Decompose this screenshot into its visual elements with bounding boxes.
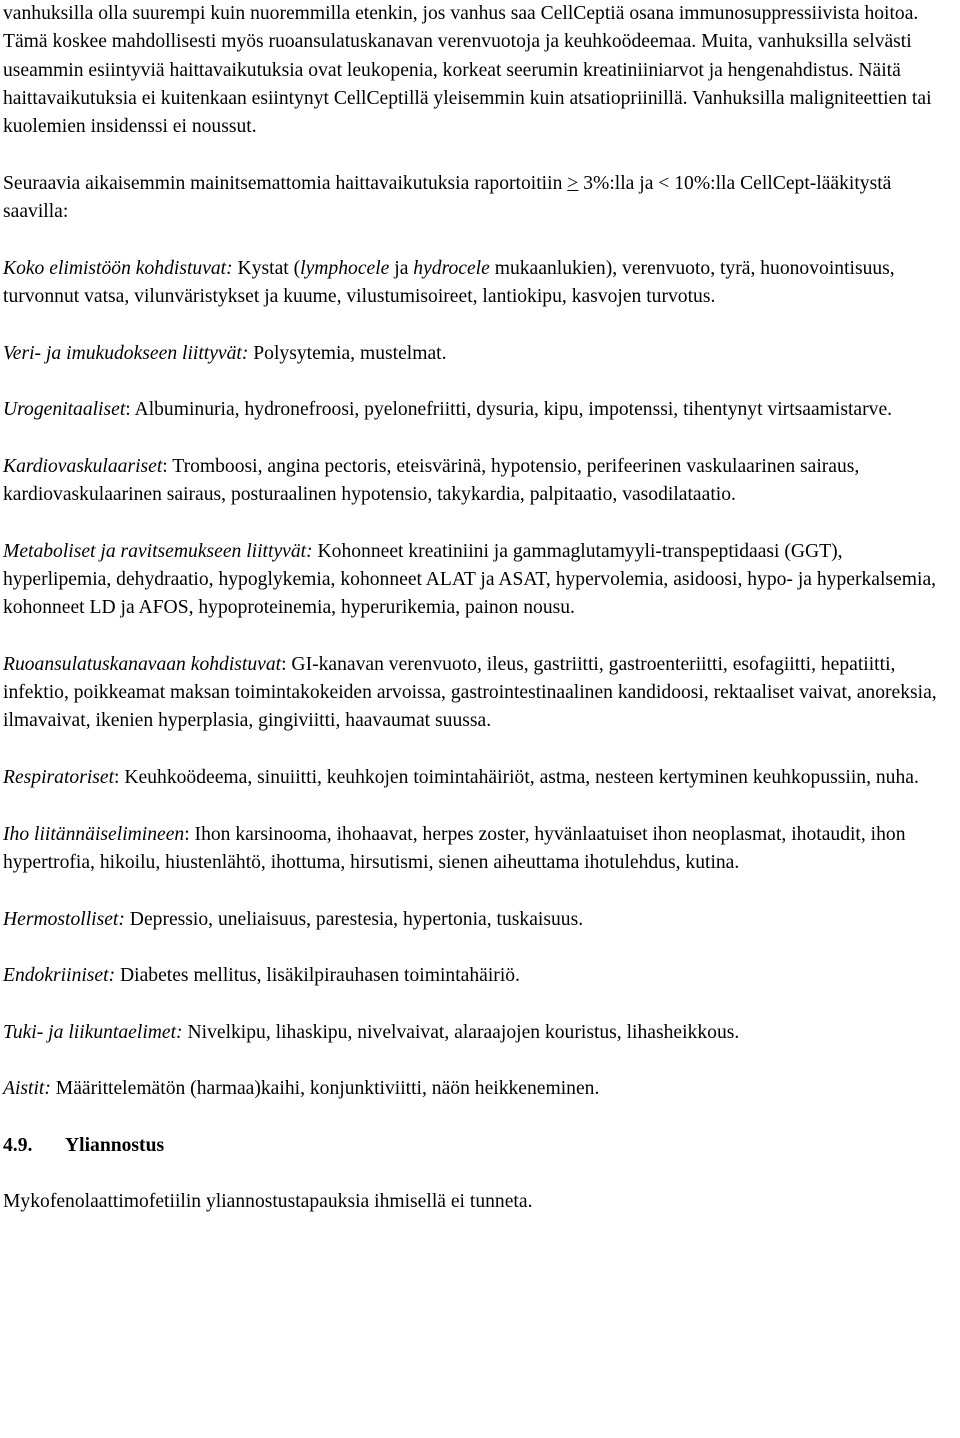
section-veri-label: Veri- ja imukudokseen liittyvät: — [3, 342, 249, 364]
section-koko-italic-1: lymphocele — [300, 257, 390, 279]
section-iho-text: : Ihon karsinooma, ihohaavat, herpes zoster, hyvänlaatuiset ihon neoplasmat, ihotaudit, ihon hypertrofia, hikoilu, hiustenlähtö, ihottuma, hirsutismi, sienen aiheuttama ihotulehdus, kutina. — [3, 823, 906, 873]
section-hermo-label: Hermostolliset: — [3, 908, 125, 930]
section-uro-label: Urogenitaaliset — [3, 399, 126, 421]
greater-equal-symbol: > — [567, 172, 579, 194]
document-page — [3, 0, 953, 1217]
section-hermo-text: Depressio, uneliaisuus, parestesia, hypertonia, tuskaisuus. — [124, 908, 584, 930]
section-koko-text-2: ja — [389, 257, 414, 279]
section-koko-label: Koko elimistöön kohdistuvat: — [3, 257, 233, 279]
frequency-text-pre: Seuraavia aikaisemmin mainitsemattomia haittavaikutuksia raportoitiin — [3, 172, 568, 194]
section-metab-text: Kohonneet kreatiniini ja gammaglutamyyli-transpeptidaasi (GGT), hyperlipemia, dehydraatio, hypoglykemia, kohonneet ALAT ja ASAT, hypervolemia, asidoosi, hypo- ja hyperkalsemia, kohonneet LD ja AFOS, hypoproteinemia, hyperurikemia, painon nousu. — [3, 540, 937, 619]
section-tuki-label: Tuki- ja liikuntaelimet: — [3, 1021, 183, 1043]
section-uro — [3, 396, 953, 424]
section-metab — [3, 538, 953, 623]
section-kardio-label: Kardiovaskulaariset — [3, 455, 163, 477]
closing-paragraph: Mykofenolaattimofetiilin yliannostustapauksia ihmisellä ei tunneta. — [3, 1191, 533, 1213]
section-koko-text-3: mukaanlukien), verenvuoto, tyrä, huonovointisuus, turvonnut vatsa, vilunväristykset ja kuume, vilustumisoireet, lantiokipu, kasvojen turvotus. — [3, 257, 895, 307]
section-tuki — [3, 1019, 953, 1047]
section-ruoan-label: Ruoansulatuskanavaan kohdistuvat — [3, 653, 282, 675]
section-aistit-text: Määrittelemätön (harmaa)kaihi, konjunktiviitti, näön heikkeneminen. — [50, 1078, 600, 1100]
section-ruoan — [3, 651, 953, 736]
section-koko-italic-2: hydrocele — [413, 257, 490, 279]
section-hermo — [3, 906, 953, 934]
section-resp — [3, 764, 953, 792]
section-iho — [3, 821, 953, 878]
intro-paragraph: vanhuksilla olla suurempi kuin nuoremmilla etenkin, jos vanhus saa CellCeptiä osana immunosuppressiivista hoitoa. Tämä koskee mahdollisesti myös ruoansulatuskanavan verenvuotoja ja keuhkoödeemaa. Muita, vanhuksilla selvästi useammin esiintyviä haittavaikutuksia ovat leukopenia, korkeat seerumin kreatiniiniarvot ja hengenahdistus. Näitä haittavaikutuksia ei kuitenkaan esiintynyt CellCeptillä yleisemmin kuin atsatiopriinillä. Vanhuksilla maligniteettien tai kuolemien insidenssi ei noussut. — [3, 3, 932, 138]
section-heading-title: Yliannostus — [65, 1134, 165, 1156]
section-resp-text: : Keuhkoödeema, sinuiitti, keuhkojen toimintahäiriöt, astma, nesteen kertyminen keuhkopussiin, nuha. — [114, 767, 919, 789]
section-heading — [3, 1132, 953, 1160]
section-aistit — [3, 1075, 953, 1103]
section-endo-text: Diabetes mellitus, lisäkilpirauhasen toimintahäiriö. — [115, 965, 520, 987]
frequency-paragraph — [3, 170, 953, 227]
section-kardio — [3, 453, 953, 510]
section-ruoan-text: : GI-kanavan verenvuoto, ileus, gastriitti, gastroenteriitti, esofagiitti, hepatiitti, infektio, poikkeamat maksan toimintakokeiden arvoissa, gastrointestinaalinen kandidoosi, rektaaliset vaivat, anoreksia, ilmavaivat, ikenien hyperplasia, gingiviitti, haavaumat suussa. — [3, 653, 937, 732]
section-metab-label: Metaboliset ja ravitsemukseen liittyvät: — [3, 540, 313, 562]
section-kardio-text: : Tromboosi, angina pectoris, eteisvärinä, hypotensio, perifeerinen vaskulaarinen sairaus, kardiovaskulaarinen sairaus, posturaalinen hypotensio, takykardia, palpitaatio, vasodilataatio. — [3, 455, 860, 506]
section-iho-label: Iho liitännäiselimineen — [3, 823, 185, 845]
section-koko-text-1: Kystat ( — [232, 257, 301, 279]
section-veri-text: Polysytemia, mustelmat. — [248, 342, 447, 364]
section-heading-number: 4.9. — [3, 1134, 33, 1156]
section-veri — [3, 340, 953, 368]
section-koko — [3, 255, 953, 312]
frequency-text-post: 3%:lla ja < 10%:lla CellCept-lääkitystä saavilla: — [3, 172, 892, 223]
section-endo-label: Endokriiniset: — [3, 965, 116, 987]
section-aistit-label: Aistit: — [3, 1078, 51, 1100]
section-endo — [3, 962, 953, 990]
section-uro-text: : Albuminuria, hydronefroosi, pyelonefriitti, dysuria, kipu, impotenssi, tihentynyt virtsaamistarve. — [125, 399, 893, 421]
section-resp-label: Respiratoriset — [3, 767, 115, 789]
section-tuki-text: Nivelkipu, lihaskipu, nivelvaivat, alaraajojen kouristus, lihasheikkous. — [182, 1021, 740, 1043]
